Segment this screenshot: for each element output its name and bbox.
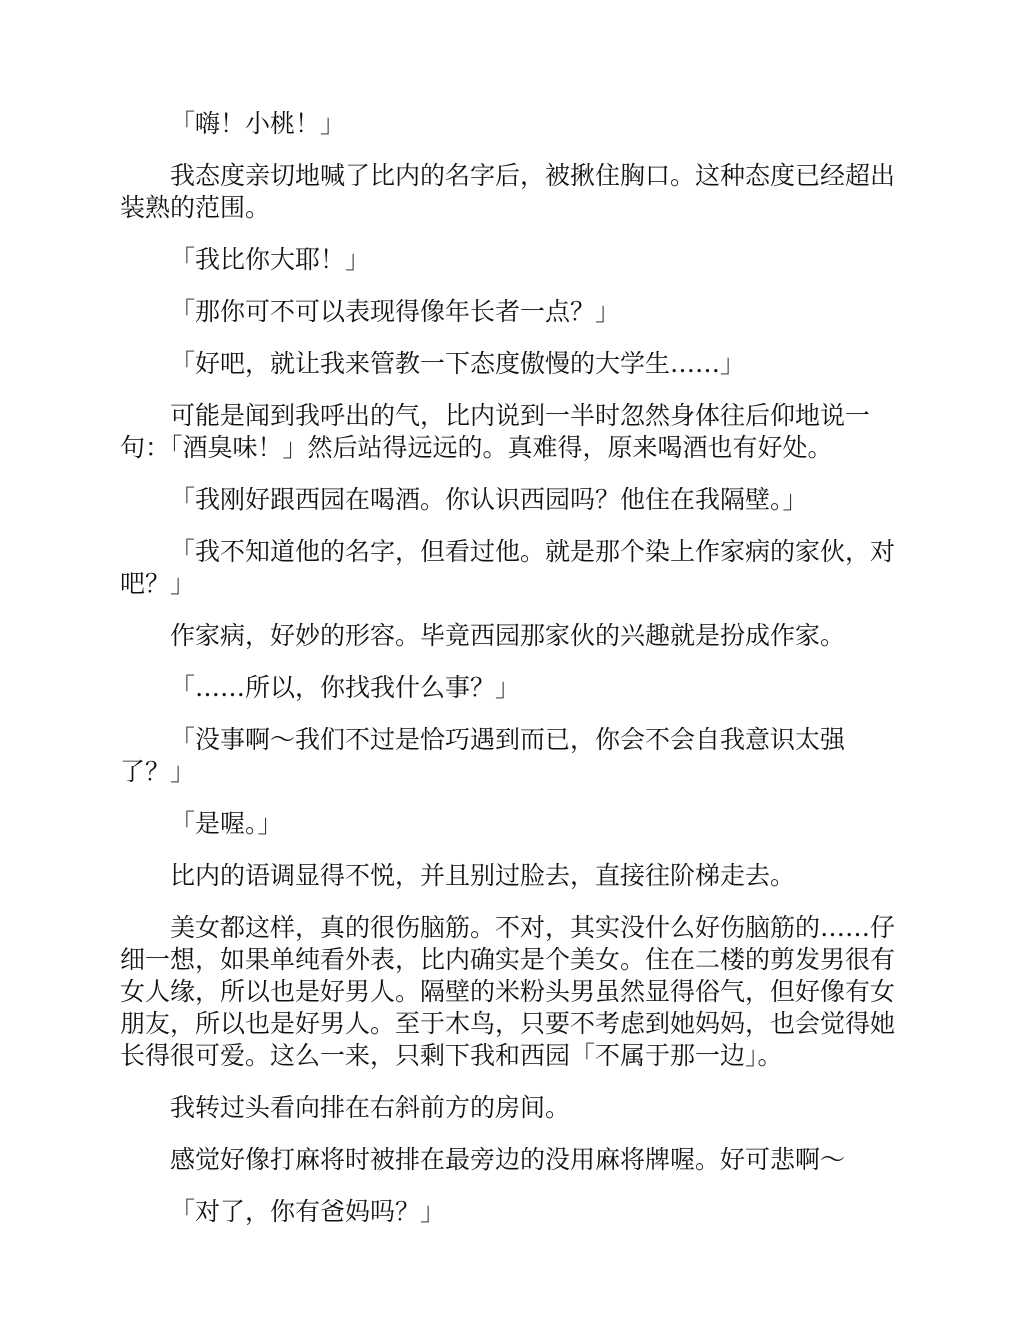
paragraph: 「我刚好跟西园在喝酒。你认识西园吗？他住在我隔壁。」 [170,485,808,514]
paragraph: 「是喔。」 [170,809,283,838]
paragraph: 「……所以，你找我什么事？」 [170,673,521,702]
paragraph: 「我比你大耶！」 [170,245,371,274]
paragraph: 「那你可不可以表现得像年长者一点？」 [170,297,621,326]
paragraph: 美女都这样，真的很伤脑筋。不对，其实没什么好伤脑筋的……仔细一想，如果单纯看外表，比内确实是个美女。住在二楼的剪发男很有女人缘，所以也是好男人。隔壁的米粉头男虽然显得俗气，但好像有女朋友，所以也是好男人。至于木鸟，只要不考虑到她妈妈，也会觉得她长得很可爱。这么一来，只剩下我和西园「不属于那一边」。 [120,913,896,1070]
paragraph: 「我不知道他的名字，但看过他。就是那个染上作家病的家伙，对吧？」 [120,537,896,598]
paragraph: 「嗨！小桃！」 [170,109,346,138]
paragraph: 作家病，好妙的形容。毕竟西园那家伙的兴趣就是扮成作家。 [170,621,846,650]
paragraph: 「没事啊～我们不过是恰巧遇到而已，你会不会自我意识太强了？」 [120,725,846,786]
paragraph: 「好吧，就让我来管教一下态度傲慢的大学生……」 [170,349,746,378]
paragraph: 比内的语调显得不悦，并且别过脸去，直接往阶梯走去。 [170,861,796,890]
paragraph: 我转过头看向排在右斜前方的房间。 [170,1093,571,1122]
paragraph: 可能是闻到我呼出的气，比内说到一半时忽然身体往后仰地说一句：「酒臭味！」然后站得远远的。真难得，原来喝酒也有好处。 [120,401,871,462]
paragraph: 感觉好像打麻将时被排在最旁边的没用麻将牌喔。好可悲啊～ [170,1145,846,1174]
paragraph: 我态度亲切地喊了比内的名字后，被揪住胸口。这种态度已经超出装熟的范围。 [120,161,896,222]
paragraph: 「对了，你有爸妈吗？」 [170,1197,446,1226]
body-text [120,108,900,1248]
